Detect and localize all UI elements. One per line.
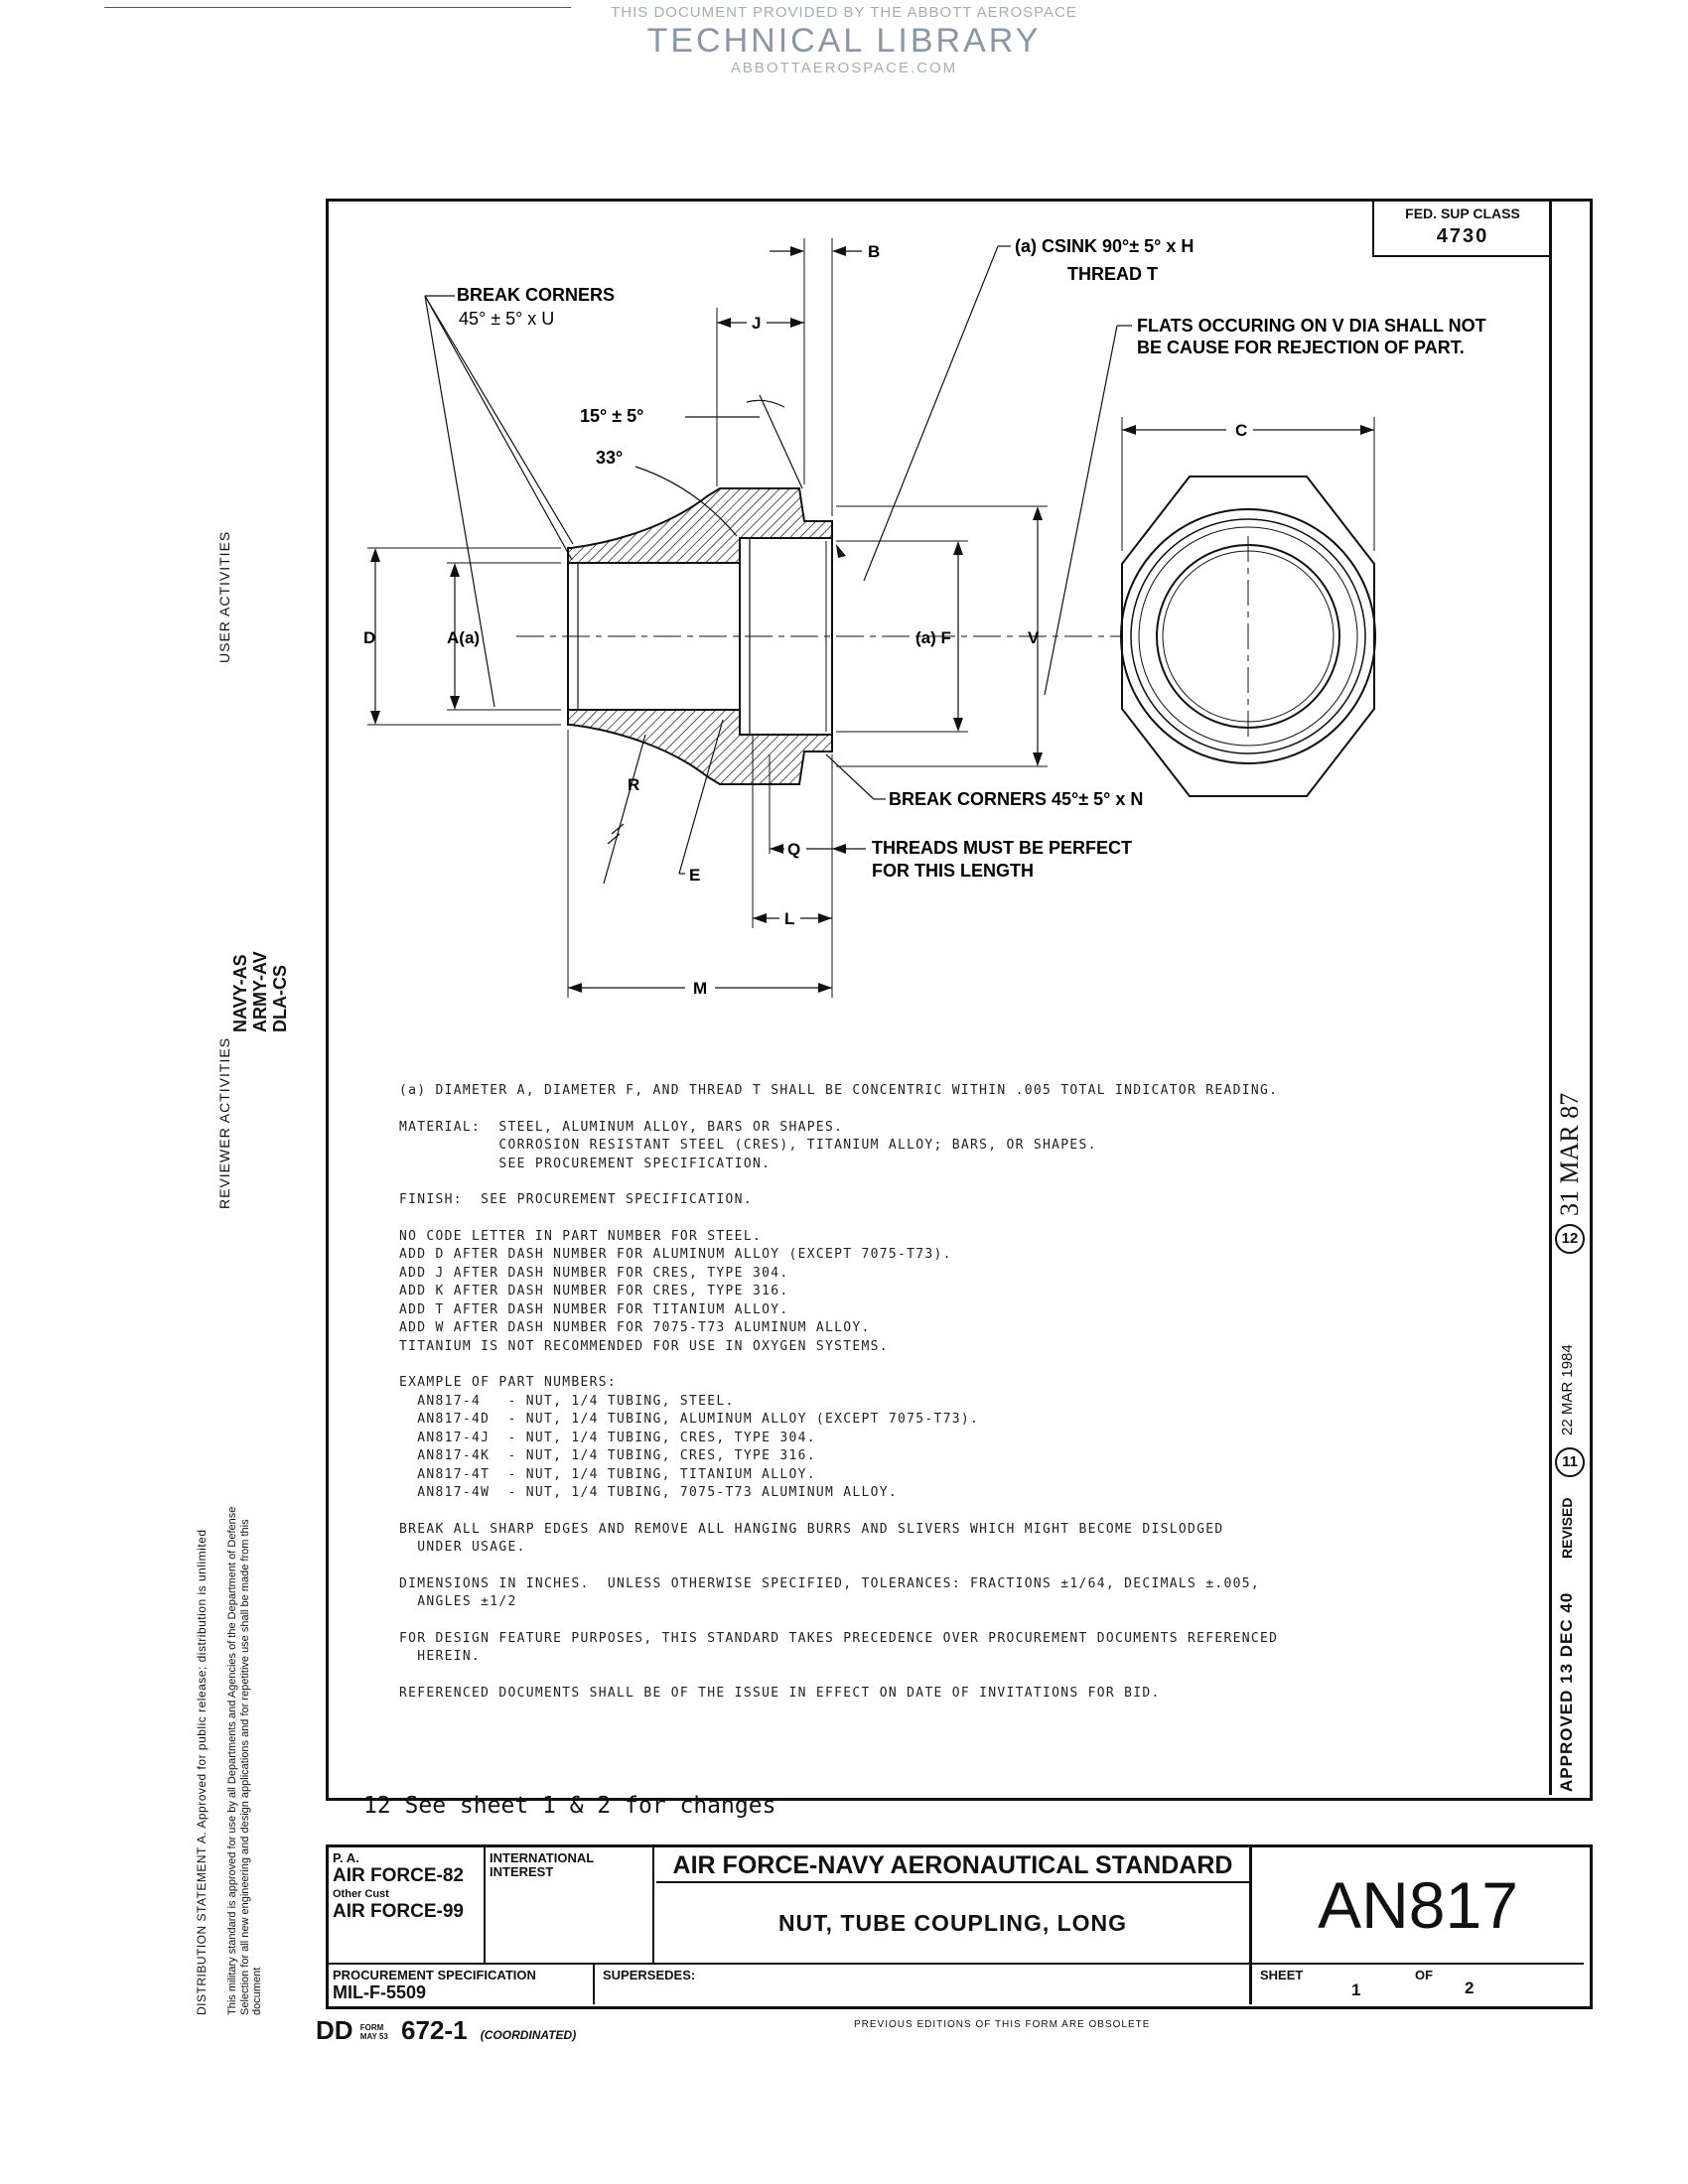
- proc-spec-value: MIL-F-5509: [333, 1982, 427, 2002]
- sheet-cell: [1256, 1965, 1584, 2004]
- sheet-label: SHEET: [1260, 1968, 1304, 1982]
- pa-cell: [329, 1847, 486, 1963]
- flats-note-line1: FLATS OCCURING ON V DIA SHALL NOT: [1137, 316, 1486, 336]
- break-corners-u-label: BREAK CORNERS: [457, 285, 616, 305]
- note-example-parts: EXAMPLE OF PART NUMBERS: AN817-4 - NUT, 1/4 TUBING, STEEL. AN817-4D - NUT, 1/4 TUBING, ALUMINUM ALLOY (EXCEPT 7075-T73). AN817-4J - NUT, 1/4 TUBING, CRES, TYPE 304. AN817-4K - NUT, 1/4 TUBING, CRES, TYPE 316. AN817-4T - NUT, 1/4 TUBING, TITANIUM ALLOY. AN817-4W - NUT, 1/4 TUBING, 7075-T73 ALUMINUM ALLOY.: [399, 1375, 980, 1500]
- dim-l-label: L: [784, 909, 795, 928]
- revision-12-marker: 12: [1555, 1224, 1585, 1254]
- dim-b-label: B: [868, 242, 881, 261]
- distribution-notice-line: This military standard is approved for use by all Departments and Agencies of the Department of Defense: [226, 1506, 238, 2015]
- nut-section-lower: [568, 710, 832, 784]
- other-cust-label: Other Cust: [333, 1888, 389, 1900]
- proc-spec-cell: [329, 1965, 595, 2004]
- dim-m-label: M: [693, 979, 708, 998]
- changes-note: 12 See sheet 1 & 2 for changes: [363, 1793, 776, 1819]
- reviewer-activities-label: REVIEWER ACTIVITIES: [216, 1036, 232, 1209]
- reviewer-dla: DLA-CS: [270, 965, 290, 1032]
- dim-q-label: Q: [787, 840, 801, 859]
- csink-thread-note: THREAD T: [1067, 264, 1158, 284]
- part-number: AN817: [1318, 1868, 1518, 1942]
- dim-j-label: J: [752, 314, 762, 333]
- form-672: 672-1: [401, 2015, 468, 2045]
- standard-title: AIR FORCE-NAVY AERONAUTICAL STANDARD: [656, 1847, 1252, 1883]
- revised-label: REVISED: [1559, 1497, 1575, 1559]
- dim-f-label: (a) F: [915, 628, 951, 647]
- distribution-notice-line: Selection for all new engineering and design applications and for repetitive use shall be made from this: [238, 1519, 251, 2015]
- title-block: [326, 1844, 1593, 2009]
- note-material: MATERIAL: STEEL, ALUMINUM ALLOY, BARS OR SHAPES. CORROSION RESISTANT STEEL (CRES), TITANIUM ALLOY; BARS, OR SHAPES. SEE PROCUREMENT SPECIFICATION.: [399, 1119, 1097, 1171]
- revision-11-marker: 11: [1555, 1447, 1585, 1477]
- approved-date: APPROVED 13 DEC 40: [1557, 1591, 1576, 1792]
- dim-v-label: V: [1028, 628, 1040, 647]
- library-url: ABBOTTAEROSPACE.COM: [730, 60, 958, 76]
- other-cust-value: AIR FORCE-99: [333, 1901, 464, 1922]
- revision-11-date: 22 MAR 1984: [1559, 1344, 1576, 1435]
- break-corners-n-label: BREAK CORNERS 45°± 5° x N: [889, 789, 1144, 809]
- break-corners-u-value: 45° ± 5° x U: [459, 309, 555, 329]
- obsolete-note: PREVIOUS EDITIONS OF THIS FORM ARE OBSOLETE: [854, 2019, 1151, 2030]
- library-provided-by: THIS DOCUMENT PROVIDED BY THE ABBOTT AEROSPACE: [611, 4, 1077, 21]
- proc-spec-label: PROCUREMENT SPECIFICATION: [333, 1968, 536, 1982]
- threads-note-line2: FOR THIS LENGTH: [872, 861, 1034, 881]
- engineering-drawing: [0, 0, 1688, 1072]
- form-coordinated: (COORDINATED): [480, 2028, 577, 2042]
- general-notes: [399, 1082, 1511, 1720]
- supersedes-cell: [597, 1965, 1252, 2004]
- note-edges: BREAK ALL SHARP EDGES AND REMOVE ALL HANGING BURRS AND SLIVERS WHICH MIGHT BECOME DISLODGED UNDER USAGE.: [399, 1521, 1224, 1555]
- angle-15-label: 15° ± 5°: [580, 406, 644, 426]
- nut-section-upper: [568, 488, 832, 563]
- reviewer-navy: NAVY-AS: [230, 954, 250, 1032]
- sheet-total: 2: [1465, 1979, 1475, 1997]
- dim-d-label: D: [363, 628, 376, 647]
- pa-label: P. A.: [333, 1850, 359, 1865]
- note-concentricity: (a) DIAMETER A, DIAMETER F, AND THREAD T SHALL BE CONCENTRIC WITHIN .005 TOTAL INDICATOR READING.: [399, 1083, 1279, 1098]
- fed-sup-class-value: 4730: [1436, 225, 1489, 247]
- form-number: [316, 2015, 576, 2046]
- distribution-statement: DISTRIBUTION STATEMENT A. Approved for public release; distribution is unlimited: [195, 1529, 209, 2015]
- csink-note: (a) CSINK 90°± 5° x H: [1015, 236, 1195, 256]
- threads-note-line1: THREADS MUST BE PERFECT: [872, 838, 1133, 858]
- form-small: FORM MAY 53: [359, 2023, 388, 2042]
- note-referenced-docs: REFERENCED DOCUMENTS SHALL BE OF THE ISSUE IN EFFECT ON DATE OF INVITATIONS FOR BID.: [399, 1685, 1161, 1701]
- dim-e-label: E: [689, 866, 701, 885]
- reviewer-army: ARMY-AV: [250, 951, 270, 1032]
- note-code-letters: NO CODE LETTER IN PART NUMBER FOR STEEL. ADD D AFTER DASH NUMBER FOR ALUMINUM ALLOY (EXCEPT 7075-T73). ADD J AFTER DASH NUMBER FOR CRES, TYPE 304. ADD K AFTER DASH NUMBER FOR CRES, TYPE 316. ADD T AFTER DASH NUMBER FOR TITANIUM ALLOY. ADD W AFTER DASH NUMBER FOR 7075-T73 ALUMINUM ALLOY. TITANIUM IS NOT RECOMMENDED FOR USE IN OXYGEN SYSTEMS.: [399, 1228, 952, 1354]
- user-activities-label: USER ACTIVITIES: [216, 530, 232, 663]
- part-name: NUT, TUBE COUPLING, LONG: [656, 1883, 1252, 1963]
- pa-value: AIR FORCE-82: [333, 1865, 464, 1886]
- flats-note-line2: BE CAUSE FOR REJECTION OF PART.: [1137, 338, 1465, 357]
- dim-c-label: C: [1235, 421, 1248, 440]
- note-finish: FINISH: SEE PROCUREMENT SPECIFICATION.: [399, 1192, 753, 1207]
- of-label: OF: [1415, 1968, 1434, 1982]
- fed-sup-class-label: FED. SUP CLASS: [1405, 205, 1520, 221]
- dim-a-label: A(a): [447, 628, 481, 647]
- intl-cell: [486, 1847, 654, 1963]
- library-title: TECHNICAL LIBRARY: [646, 22, 1042, 60]
- intl-interest-label: INTERNATIONAL INTEREST: [490, 1850, 594, 1879]
- revision-12-date: 31 MAR 87: [1555, 1092, 1584, 1216]
- distribution-notice: [226, 1507, 264, 2015]
- supersedes-label: SUPERSEDES:: [603, 1968, 696, 1982]
- form-dd: DD: [316, 2015, 353, 2045]
- radius-r-label: R: [628, 775, 640, 794]
- angle-33-label: 33°: [596, 448, 624, 468]
- note-tolerances: DIMENSIONS IN INCHES. UNLESS OTHERWISE SPECIFIED, TOLERANCES: FRACTIONS ±1/64, DECIMALS ±.005, ANGLES ±1/2: [399, 1575, 1261, 1609]
- distribution-notice-line: document: [251, 1967, 263, 2015]
- note-precedence: FOR DESIGN FEATURE PURPOSES, THIS STANDARD TAKES PRECEDENCE OVER PROCUREMENT DOCUMENTS REFERENCED HEREIN.: [399, 1630, 1279, 1664]
- sheet-number: 1: [1351, 1980, 1361, 1999]
